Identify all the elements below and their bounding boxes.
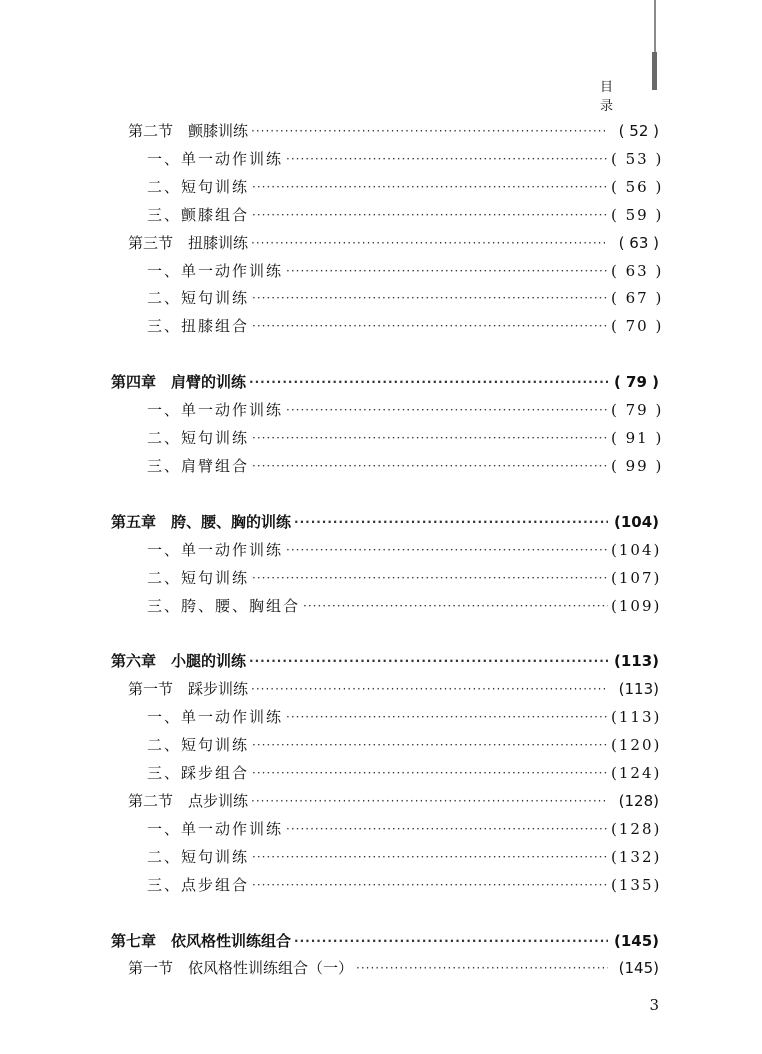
toc-entry-page: (107) — [611, 568, 662, 587]
dot-leader — [252, 761, 608, 785]
toc-entry-page: ( 79 ) — [611, 401, 664, 420]
toc-entry-title: 第一节 依风格性训练组合（一） — [128, 959, 354, 978]
toc-entry-item[interactable] — [147, 761, 662, 785]
toc-entry-item[interactable] — [147, 314, 664, 338]
toc-entry-item[interactable] — [147, 566, 662, 590]
toc-entry-item[interactable] — [147, 147, 664, 171]
toc-entry-page: (128) — [618, 791, 659, 810]
dot-leader — [286, 538, 608, 562]
toc-entry-title: 三、肩臂组合 — [147, 456, 250, 475]
toc-entry-item[interactable] — [147, 203, 664, 227]
toc-entry-title: 第一节 踩步训练 — [128, 680, 249, 699]
toc-entry-page: (120) — [611, 736, 662, 755]
toc-entry-page: (113) — [613, 652, 659, 671]
dot-leader — [252, 873, 608, 897]
toc-entry-page: ( 53 ) — [611, 149, 664, 168]
dot-leader — [286, 259, 608, 283]
toc-entry-page: (132) — [611, 847, 662, 866]
toc-entry-title: 三、胯、腰、胸组合 — [147, 596, 301, 615]
toc-entry-item[interactable] — [147, 594, 662, 618]
toc-entry-title: 三、点步组合 — [147, 875, 250, 894]
toc-entry-page: (104) — [611, 540, 662, 559]
toc-entry-page: ( 56 ) — [611, 177, 664, 196]
toc-entry-section[interactable] — [128, 677, 659, 701]
toc-entry-title: 一、单一动作训练 — [147, 540, 284, 559]
toc-entry-title: 一、单一动作训练 — [147, 261, 284, 280]
toc-entry-item[interactable] — [147, 873, 662, 897]
toc-entry-page: (128) — [611, 819, 662, 838]
toc-entry-title: 三、扭膝组合 — [147, 317, 250, 336]
dot-leader — [252, 845, 608, 869]
dot-leader — [286, 398, 608, 422]
toc-entry-item[interactable] — [147, 398, 664, 422]
toc-entry-page: (109) — [611, 596, 662, 615]
dot-leader — [252, 454, 608, 478]
page-edge-marker — [652, 52, 657, 90]
dot-leader — [252, 203, 608, 227]
dot-leader — [294, 929, 608, 953]
toc-entry-title: 第七章 依风格性训练组合 — [111, 931, 292, 950]
dot-leader — [249, 370, 608, 394]
toc-entry-title: 二、短句训练 — [147, 289, 250, 308]
dot-leader — [303, 594, 608, 618]
toc-entry-page: ( 70 ) — [611, 317, 664, 336]
dot-leader — [286, 705, 608, 729]
toc-entry-item[interactable] — [147, 175, 664, 199]
toc-entry-chapter[interactable] — [111, 370, 659, 394]
toc-entry-title: 一、单一动作训练 — [147, 149, 284, 168]
toc-entry-title: 一、单一动作训练 — [147, 401, 284, 420]
dot-leader — [252, 175, 608, 199]
toc-entry-title: 二、短句训练 — [147, 568, 250, 587]
toc-entry-page: ( 67 ) — [611, 289, 664, 308]
toc-entry-title: 一、单一动作训练 — [147, 819, 284, 838]
dot-leader — [294, 510, 608, 534]
toc-entry-item[interactable] — [147, 817, 662, 841]
toc-entry-page: (124) — [611, 764, 662, 782]
dot-leader — [252, 733, 608, 757]
dot-leader — [249, 649, 608, 673]
toc-entry-item[interactable] — [147, 845, 662, 869]
toc-entry-title: 第六章 小腿的训练 — [111, 652, 247, 671]
toc-entry-page: (145) — [618, 959, 659, 978]
toc-entry-page: (104) — [613, 512, 659, 531]
toc-entry-title: 三、踩步组合 — [147, 764, 250, 782]
toc-entry-page: (135) — [611, 875, 662, 894]
toc-entry-title: 第四章 肩臂的训练 — [111, 373, 247, 392]
toc-entry-item[interactable] — [147, 538, 662, 562]
toc-entry-page: ( 59 ) — [611, 205, 664, 224]
toc-entry-item[interactable] — [147, 705, 662, 729]
toc-entry-title: 一、单一动作训练 — [147, 708, 284, 727]
toc-entry-title: 三、颤膝组合 — [147, 205, 250, 224]
toc-entry-page: ( 79 ) — [613, 373, 659, 392]
toc-entry-page: (113) — [611, 708, 662, 727]
dot-leader — [252, 286, 608, 310]
toc-entry-chapter[interactable] — [111, 510, 659, 534]
toc-entry-chapter[interactable] — [111, 929, 659, 953]
toc-entry-title: 二、短句训练 — [147, 177, 250, 196]
toc-entry-section[interactable] — [128, 231, 659, 255]
toc-entry-page: (113) — [618, 680, 659, 699]
toc-entry-item[interactable] — [147, 286, 664, 310]
toc-entry-page: ( 63 ) — [618, 233, 659, 252]
toc-entry-title: 第五章 胯、腰、胸的训练 — [111, 512, 292, 531]
toc-entry-page: ( 91 ) — [611, 429, 664, 447]
toc-entry-section[interactable] — [128, 789, 659, 813]
toc-entry-title: 二、短句训练 — [147, 736, 250, 755]
dot-leader — [251, 677, 608, 701]
toc-entry-title: 第二节 点步训练 — [128, 791, 249, 810]
toc-entry-section[interactable] — [128, 956, 659, 980]
toc-entry-item[interactable] — [147, 454, 664, 478]
toc-entry-page: (145) — [613, 931, 659, 950]
toc-entry-item[interactable] — [147, 426, 664, 450]
dot-leader — [252, 314, 608, 338]
toc-entry-title: 第二节 颤膝训练 — [128, 122, 249, 140]
page-number: 3 — [649, 996, 659, 1014]
dot-leader — [251, 231, 608, 255]
dot-leader — [286, 817, 608, 841]
dot-leader — [251, 789, 608, 813]
dot-leader — [356, 956, 608, 980]
dot-leader — [286, 147, 608, 171]
running-header: 目 录 — [600, 80, 623, 114]
dot-leader — [252, 426, 608, 450]
toc-entry-item[interactable] — [147, 733, 662, 757]
toc-entry-item[interactable] — [147, 259, 664, 283]
toc-entry-title: 二、短句训练 — [147, 847, 250, 866]
dot-leader — [251, 119, 608, 143]
toc-entry-page: ( 63 ) — [611, 261, 664, 280]
toc-entry-page: ( 52 ) — [618, 122, 659, 140]
toc-entry-title: 二、短句训练 — [147, 429, 250, 447]
toc-entry-title: 第三节 扭膝训练 — [128, 233, 249, 252]
toc-entry-section[interactable] — [128, 119, 659, 143]
toc-entry-chapter[interactable] — [111, 649, 659, 673]
toc-entry-page: ( 99 ) — [611, 456, 664, 475]
dot-leader — [252, 566, 608, 590]
